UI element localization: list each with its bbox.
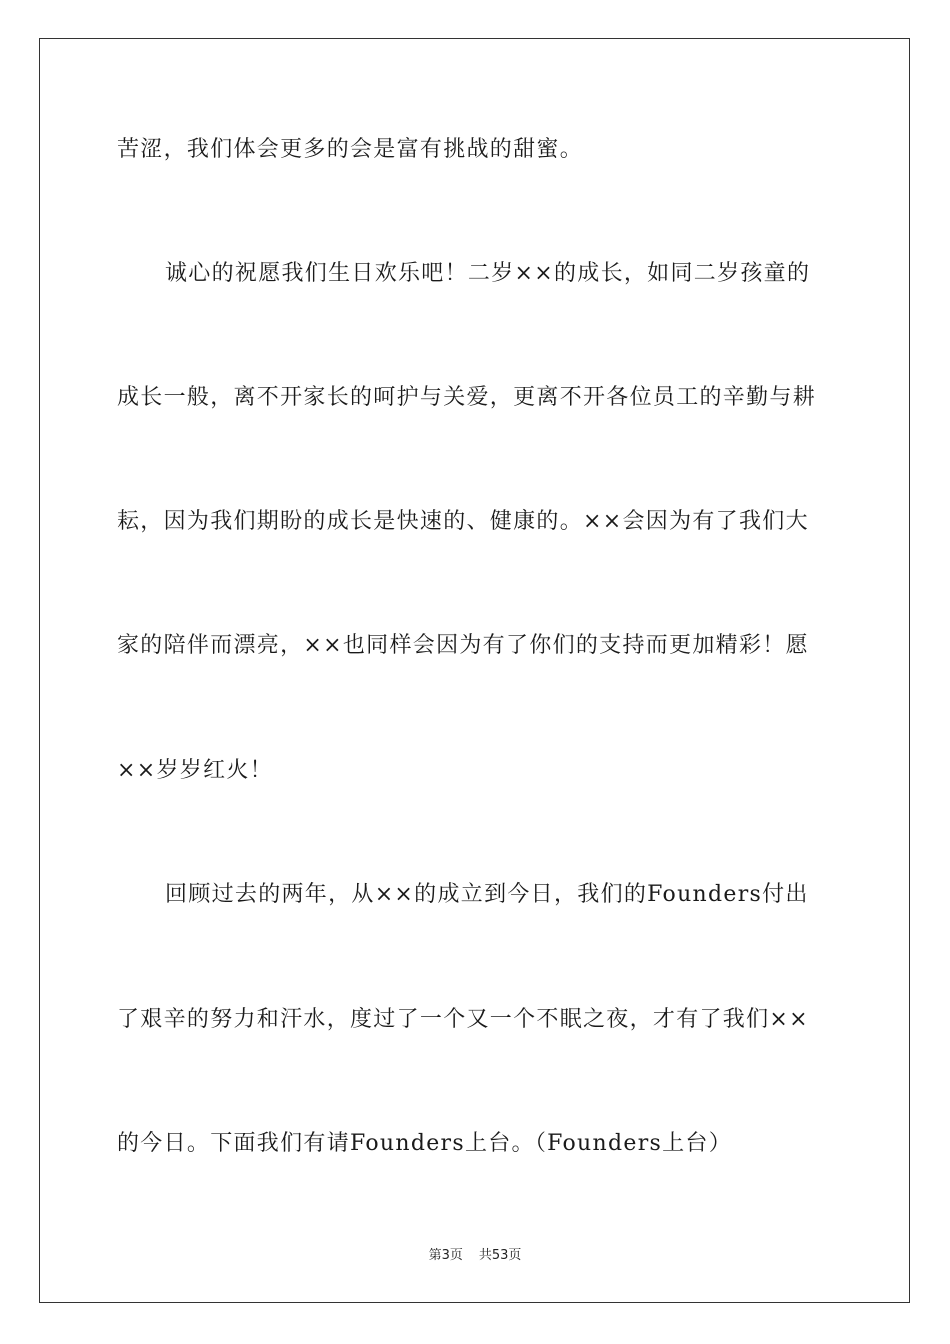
text-line-6: ××岁岁红火！	[117, 758, 273, 783]
paragraph-birthday-start: 诚心的祝愿我们生日欢乐吧！二岁××的成长，如同二岁孩童的	[165, 261, 811, 286]
text-line-4: 耘，因为我们期盼的成长是快速的、健康的。××会因为有了我们大	[117, 509, 809, 534]
page-total: 共53页	[478, 1248, 522, 1263]
text-line-3: 成长一般，离不开家长的呵护与关爱，更离不开各位员工的辛勤与耕	[117, 385, 817, 410]
paragraph-founders-start: 回顾过去的两年，从××的成立到今日，我们的Founders付出	[165, 882, 809, 907]
text-line-1: 苦涩，我们体会更多的会是富有挑战的甜蜜。	[117, 137, 584, 162]
text-line-8: 了艰辛的努力和汗水，度过了一个又一个不眠之夜，才有了我们××	[117, 1007, 809, 1032]
text-line-9: 的今日。下面我们有请Founders上台。（Founders上台）	[117, 1131, 733, 1156]
page-footer	[0, 1247, 950, 1265]
page-number: 第3页	[428, 1248, 463, 1263]
page-border	[39, 38, 910, 1303]
text-line-5: 家的陪伴而漂亮，××也同样会因为有了你们的支持而更加精彩！愿	[117, 633, 809, 658]
